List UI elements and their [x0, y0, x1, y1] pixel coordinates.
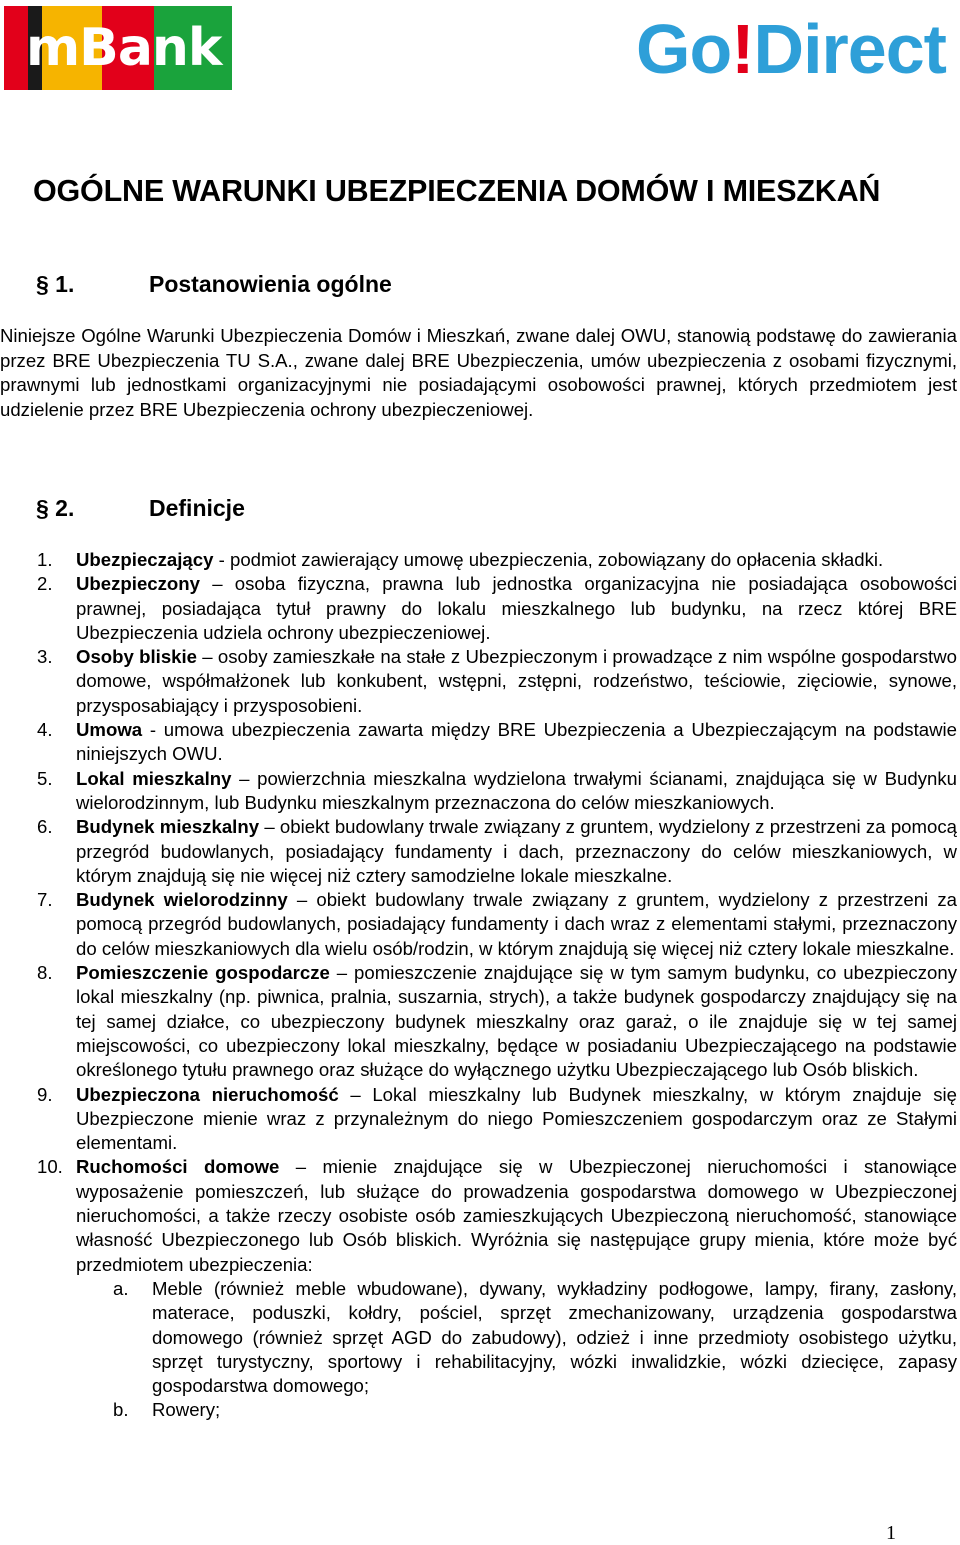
property-group-item — [76, 1398, 957, 1422]
definition-item — [0, 1155, 957, 1422]
property-group-text: Rowery; — [152, 1399, 221, 1421]
logo-stripe-red — [4, 6, 28, 90]
definition-term: Umowa — [76, 719, 143, 741]
document-title: OGÓLNE WARUNKI UBEZPIECZENIA DOMÓW I MIESZKAŃ — [33, 174, 881, 208]
definition-number: 5. — [37, 767, 53, 789]
definition-number: 10. — [37, 1156, 63, 1178]
property-groups-list — [76, 1277, 957, 1423]
definition-item — [0, 961, 957, 1082]
definition-number: 7. — [37, 889, 53, 911]
definition-term: Budynek wielorodzinny — [76, 889, 288, 911]
definition-item — [0, 767, 957, 816]
definition-text: – osoba fizyczna, prawna lub jednostka organizacyjna nie posiadająca osobowości prawnej, posiadająca tytuł prawny do lokalu mieszkalnego lub budynku, na rzecz której BRE Ubezpieczenia udziela ochrony ubezpieczeniowej. — [76, 573, 957, 643]
definition-term: Osoby bliskie — [76, 646, 198, 668]
definition-text: – mienie znajdujące się w Ubezpieczonej nieruchomości i stanowiące wyposażenie pomieszczeń, lub służące do prowadzenia gospodarstwa domowego w Ubezpieczonej nieruchomości, a także rzeczy osobiste osób zamieszkujących Ubezpieczoną nieruchomość, stanowiące własność Ubezpieczonego lub Osób bliskich. Wyróżnia się następujące grupy mienia, które może być przedmiotem ubezpieczenia: — [76, 1156, 957, 1275]
definition-number: 9. — [37, 1083, 53, 1105]
definition-term: Ubezpieczający — [76, 549, 214, 570]
mbank-logo — [4, 6, 232, 90]
definition-term: Ubezpieczona nieruchomość — [76, 1083, 339, 1105]
mbank-logo-text: mBank — [26, 18, 222, 78]
property-group-text: Meble (również meble wbudowane), dywany, wykładziny podłogowe, lampy, firany, zasłony, materace, poduszki, kołdry, pościel, sprzęt zmechanizowany, urządzenia gospodarstwa domowego (również sprzęt AGD do zabudowy), odzież i inne przedmioty osobistego użytku, sprzęt turystyczny, sportowy i rehabilitacyjny, wózki inwalidzkie, wózki dziecięce, zapasy gospodarstwa domowego; — [152, 1277, 957, 1397]
property-group-item — [76, 1277, 957, 1398]
definition-text: - umowa ubezpieczenia zawarta między BRE Ubezpieczenia a Ubezpieczającym na podstawie niniejszych OWU. — [76, 719, 957, 765]
definition-number: 3. — [37, 646, 53, 668]
definition-item — [0, 888, 957, 961]
section-1-text: Niniejsze Ogólne Warunki Ubezpieczenia Domów i Mieszkań, zwane dalej OWU, stanowią podstawę do zawierania przez BRE Ubezpieczenia TU S.A., zwane dalej BRE Ubezpieczenia, umów ubezpieczenia z osobami fizycznymi, prawnymi lub jednostkami organizacyjnymi nie posiadającymi osobowości prawnej, których przedmiotem jest udzielenie przez BRE Ubezpieczenia ochrony ubezpieczeniowej. — [0, 325, 957, 420]
definition-text: – Lokal mieszkalny lub Budynek mieszkalny, w którym znajduje się Ubezpieczone mienie wraz z przynależnym do niego Pomieszczeniem gospodarczym oraz ze Stałymi elementami. — [76, 1083, 957, 1154]
definition-term: Pomieszczenie gospodarcze — [76, 962, 330, 984]
definition-item — [0, 815, 957, 888]
section-1-title: Postanowienia ogólne — [149, 271, 392, 297]
property-group-letter: a. — [113, 1277, 129, 1299]
definition-term: Ubezpieczony — [76, 573, 200, 595]
definition-item — [0, 1083, 957, 1156]
definitions-list — [0, 548, 957, 1423]
godirect-logo-direct: Direct — [753, 10, 946, 88]
property-group-letter: b. — [113, 1399, 129, 1421]
definition-number: 6. — [37, 816, 53, 838]
definition-number: 1. — [37, 549, 53, 570]
definition-term: Ruchomości domowe — [76, 1156, 280, 1178]
definition-term: Budynek mieszkalny — [76, 816, 260, 838]
godirect-logo-bang: ! — [731, 10, 754, 88]
definition-term: Lokal mieszkalny — [76, 767, 232, 789]
definition-item — [0, 645, 957, 718]
definition-item — [0, 548, 957, 572]
section-1-heading — [36, 271, 392, 298]
section-2-heading — [36, 495, 245, 522]
godirect-logo-go: Go — [636, 10, 732, 88]
definition-number: 8. — [37, 962, 53, 984]
definition-text: – powierzchnia mieszkalna wydzielona trwałymi ścianami, znajdująca się w Budynku wielorodzinnym, lub Budynku mieszkalnym przeznaczona do celów mieszkaniowych. — [76, 767, 957, 813]
definition-item — [0, 718, 957, 767]
definition-text: – pomieszczenie znajdujące się w tym samym budynku, co ubezpieczony lokal mieszkalny (np. piwnica, pralnia, suszarnia, strych), a także budynek gospodarczy znajdujący się na tej samej działce, co ubezpieczony budynek mieszkalny oraz garaż, o ile znajduje się w tej samej miejscowości, co ubezpieczony lokal mieszkalny, będące w posiadaniu Ubezpieczającego na podstawie określonego tytułu prawnego oraz służące do wyłącznego użytku Ubezpieczającego lub Osób bliskich. — [76, 962, 957, 1081]
section-2-number: § 2. — [36, 495, 75, 521]
definition-text: – obiekt budowlany trwale związany z gruntem, wydzielony z przestrzeni za pomocą przegród budowlanych, posiadający fundamenty i dach, przeznaczony do celów mieszkaniowych, w którym znajdują się nie więcej niż cztery samodzielne lokale mieszkalne. — [76, 816, 957, 886]
definition-text: - podmiot zawierający umowę ubezpieczenia, zobowiązany do opłacenia składki. — [213, 549, 884, 570]
definition-item — [0, 572, 957, 645]
page-number: 1 — [886, 1522, 896, 1544]
definition-text: – obiekt budowlany trwale związany z gruntem, wydzielony z przestrzeni za pomocą przegród budowlanych, posiadający fundamenty i dach wraz z elementami stałymi, przeznaczony do celów mieszkaniowych dla wielu osób/rodzin, w którym znajdują się więcej niż cztery lokale mieszkalne. — [76, 889, 957, 959]
godirect-logo — [636, 10, 946, 88]
definition-text: – osoby zamieszkałe na stałe z Ubezpieczonym i prowadzące z nim wspólne gospodarstwo domowe, współmałżonek lub konkubent, wstępni, zstępni, rodzeństwo, teściowie, zięciowie, synowe, przysposabiający i przysposobieni. — [76, 646, 957, 716]
definition-number: 4. — [37, 719, 53, 741]
definition-number: 2. — [37, 573, 53, 595]
section-2-title: Definicje — [149, 495, 245, 521]
section-1-number: § 1. — [36, 271, 75, 297]
